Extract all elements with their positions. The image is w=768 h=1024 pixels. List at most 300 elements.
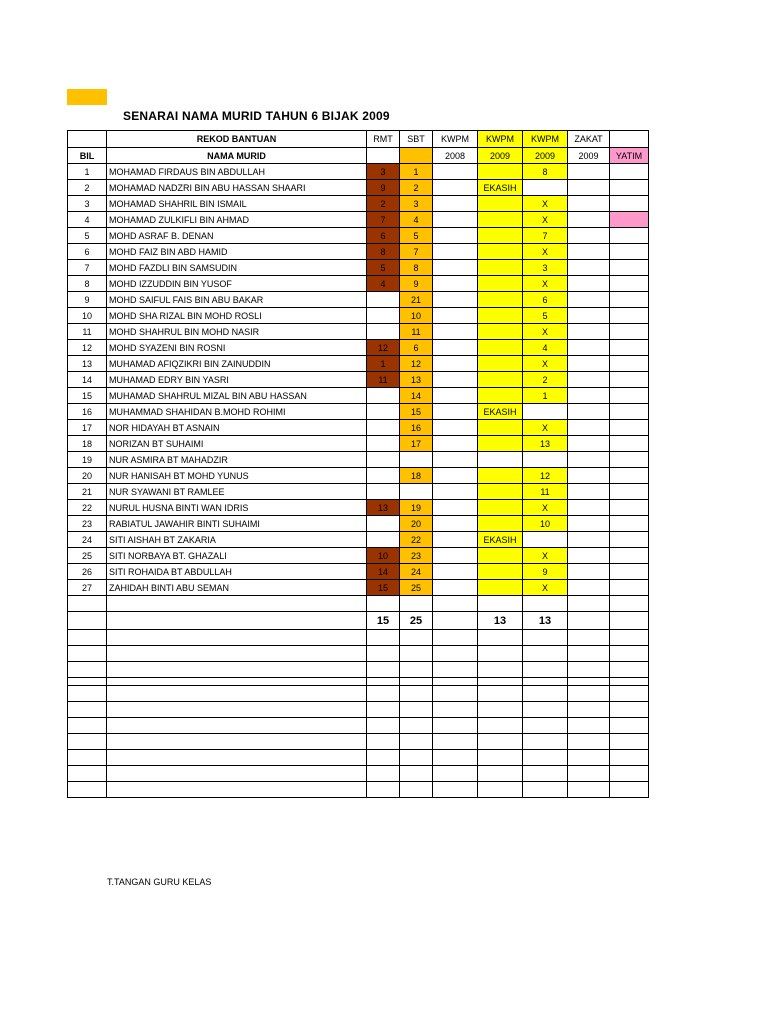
kwpm-2008-cell (433, 516, 478, 532)
kwpm-2009a-cell (478, 580, 523, 596)
blank-cell (107, 702, 367, 718)
kwpm-2009b-cell: X (523, 324, 568, 340)
header-nama-murid: NAMA MURID (107, 148, 367, 164)
rmt-cell: 13 (367, 500, 400, 516)
rmt-cell (367, 308, 400, 324)
zakat-cell (568, 308, 610, 324)
blank-cell (107, 630, 367, 646)
kwpm-2008-cell (433, 484, 478, 500)
kwpm-2009a-cell (478, 260, 523, 276)
header-row-2 (68, 148, 649, 164)
header-sbt-fill (400, 148, 433, 164)
nama-cell: SITI AISHAH BT ZAKARIA (107, 532, 367, 548)
kwpm-2009a-cell (478, 164, 523, 180)
blank-cell (367, 596, 400, 612)
kwpm-2009b-cell: X (523, 244, 568, 260)
blank-cell (478, 782, 523, 798)
kwpm-2009a-cell (478, 324, 523, 340)
sbt-cell: 19 (400, 500, 433, 516)
bil-cell: 27 (68, 580, 107, 596)
blank-cell (107, 718, 367, 734)
yatim-cell (610, 276, 649, 292)
sbt-cell: 5 (400, 228, 433, 244)
rmt-cell: 6 (367, 228, 400, 244)
kwpm-2009a-cell (478, 292, 523, 308)
kwpm-2008-cell (433, 580, 478, 596)
sbt-cell: 2 (400, 180, 433, 196)
bil-cell: 24 (68, 532, 107, 548)
kwpm-2009a-cell (478, 196, 523, 212)
blank-cell (400, 734, 433, 750)
blank-cell (433, 596, 478, 612)
kwpm-2009a-cell (478, 276, 523, 292)
total-rmt: 15 (367, 612, 400, 630)
kwpm-2009b-cell: 10 (523, 516, 568, 532)
header-kwpm-2009b: KWPM (523, 131, 568, 148)
bil-cell: 18 (68, 436, 107, 452)
table-row (68, 340, 649, 356)
yatim-cell (610, 580, 649, 596)
nama-cell: NOR HIDAYAH BT ASNAIN (107, 420, 367, 436)
sbt-cell: 18 (400, 468, 433, 484)
kwpm-2009a-cell (478, 452, 523, 468)
sbt-cell: 9 (400, 276, 433, 292)
blank-cell (68, 678, 107, 686)
zakat-cell (568, 244, 610, 260)
nama-cell: NORIZAN BT SUHAIMI (107, 436, 367, 452)
blank-cell (433, 734, 478, 750)
blank-cell (433, 702, 478, 718)
zakat-cell (568, 580, 610, 596)
zakat-cell (568, 548, 610, 564)
sbt-cell: 22 (400, 532, 433, 548)
blank-cell (523, 646, 568, 662)
blank-cell (367, 630, 400, 646)
blank-cell (610, 612, 649, 630)
yatim-cell (610, 164, 649, 180)
kwpm-2009b-cell: 13 (523, 436, 568, 452)
bil-cell: 15 (68, 388, 107, 404)
sbt-cell: 16 (400, 420, 433, 436)
rmt-cell (367, 324, 400, 340)
blank-cell (367, 686, 400, 702)
kwpm-2008-cell (433, 212, 478, 228)
kwpm-2009a-cell (478, 500, 523, 516)
table-row (68, 196, 649, 212)
blank-cell (568, 678, 610, 686)
blank-cell (367, 718, 400, 734)
yatim-cell (610, 324, 649, 340)
yatim-cell (610, 564, 649, 580)
yatim-cell (610, 436, 649, 452)
rmt-cell: 8 (367, 244, 400, 260)
zakat-cell (568, 452, 610, 468)
table-row (68, 436, 649, 452)
bil-cell: 10 (68, 308, 107, 324)
table-row (68, 308, 649, 324)
blank-row (68, 596, 649, 612)
blank-cell (68, 702, 107, 718)
sbt-cell: 12 (400, 356, 433, 372)
blank-cell (107, 662, 367, 678)
blank-cell (107, 678, 367, 686)
blank-cell (367, 678, 400, 686)
kwpm-2009b-cell: X (523, 580, 568, 596)
zakat-cell (568, 196, 610, 212)
kwpm-2008-cell (433, 228, 478, 244)
kwpm-2009a-cell: EKASIH (478, 180, 523, 196)
kwpm-2009a-cell (478, 436, 523, 452)
rmt-cell: 12 (367, 340, 400, 356)
blank-cell (68, 766, 107, 782)
blank-cell (610, 734, 649, 750)
yatim-cell (610, 420, 649, 436)
blank-cell (478, 702, 523, 718)
header-zakat: ZAKAT (568, 131, 610, 148)
nama-cell: NURUL HUSNA BINTI WAN IDRIS (107, 500, 367, 516)
nama-cell: MOHAMAD SHAHRIL BIN ISMAIL (107, 196, 367, 212)
kwpm-2009a-cell (478, 228, 523, 244)
zakat-cell (568, 260, 610, 276)
blank-cell (478, 630, 523, 646)
kwpm-2009b-cell: 3 (523, 260, 568, 276)
blank-row (68, 686, 649, 702)
blank-cell (68, 782, 107, 798)
blank-cell (568, 612, 610, 630)
bil-cell: 14 (68, 372, 107, 388)
zakat-cell (568, 436, 610, 452)
highlight-marker (67, 89, 107, 105)
blank-cell (610, 750, 649, 766)
header-rmt: RMT (367, 131, 400, 148)
kwpm-2008-cell (433, 276, 478, 292)
blank-cell (433, 662, 478, 678)
table-row (68, 564, 649, 580)
blank-cell (568, 646, 610, 662)
blank-row (68, 750, 649, 766)
nama-cell: NUR HANISAH BT MOHD YUNUS (107, 468, 367, 484)
kwpm-2009b-cell: 8 (523, 164, 568, 180)
header-kwpm-2009a: KWPM (478, 131, 523, 148)
blank-cell (68, 718, 107, 734)
bil-cell: 7 (68, 260, 107, 276)
table-row (68, 260, 649, 276)
table-row (68, 164, 649, 180)
table-row (68, 468, 649, 484)
kwpm-2008-cell (433, 292, 478, 308)
kwpm-2009a-cell (478, 372, 523, 388)
kwpm-2009b-cell: 2 (523, 372, 568, 388)
kwpm-2008-cell (433, 500, 478, 516)
blank-cell (367, 662, 400, 678)
nama-cell: MOHD SHA RIZAL BIN MOHD ROSLI (107, 308, 367, 324)
blank-row (68, 766, 649, 782)
blank-cell (107, 782, 367, 798)
sbt-cell: 20 (400, 516, 433, 532)
nama-cell: MOHAMAD FIRDAUS BIN ABDULLAH (107, 164, 367, 180)
table-row (68, 292, 649, 308)
kwpm-2009a-cell (478, 468, 523, 484)
blank-cell (610, 678, 649, 686)
bil-cell: 23 (68, 516, 107, 532)
kwpm-2009a-cell (478, 356, 523, 372)
kwpm-2009a-cell (478, 420, 523, 436)
blank-cell (400, 662, 433, 678)
bil-cell: 9 (68, 292, 107, 308)
sbt-cell: 17 (400, 436, 433, 452)
bil-cell: 5 (68, 228, 107, 244)
blank-row (68, 630, 649, 646)
header-blank-cell (367, 148, 400, 164)
blank-cell (610, 630, 649, 646)
bil-cell: 11 (68, 324, 107, 340)
kwpm-2009b-cell (523, 404, 568, 420)
zakat-cell (568, 276, 610, 292)
blank-cell (568, 734, 610, 750)
yatim-cell (610, 404, 649, 420)
bil-cell: 12 (68, 340, 107, 356)
kwpm-2009b-cell: X (523, 420, 568, 436)
sbt-cell: 13 (400, 372, 433, 388)
yatim-cell (610, 340, 649, 356)
bil-cell: 21 (68, 484, 107, 500)
blank-row (68, 702, 649, 718)
kwpm-2008-cell (433, 388, 478, 404)
rmt-cell: 5 (367, 260, 400, 276)
kwpm-2009a-cell: EKASIH (478, 404, 523, 420)
kwpm-2009a-cell (478, 212, 523, 228)
blank-cell (523, 734, 568, 750)
zakat-cell (568, 356, 610, 372)
bil-cell: 17 (68, 420, 107, 436)
sbt-cell: 14 (400, 388, 433, 404)
table-row (68, 548, 649, 564)
blank-cell (568, 750, 610, 766)
rmt-cell: 3 (367, 164, 400, 180)
blank-cell (523, 718, 568, 734)
kwpm-2009b-cell: 4 (523, 340, 568, 356)
nama-cell: MOHD FAZDLI BIN SAMSUDIN (107, 260, 367, 276)
nama-cell: MUHAMAD SHAHRUL MIZAL BIN ABU HASSAN (107, 388, 367, 404)
blank-cell (400, 596, 433, 612)
blank-cell (107, 766, 367, 782)
kwpm-2009b-cell: X (523, 276, 568, 292)
table-row (68, 532, 649, 548)
rmt-cell (367, 484, 400, 500)
bil-cell: 8 (68, 276, 107, 292)
blank-cell (68, 734, 107, 750)
blank-cell (107, 686, 367, 702)
blank-cell (523, 630, 568, 646)
rmt-cell (367, 436, 400, 452)
blank-cell (68, 686, 107, 702)
kwpm-2009b-cell: 1 (523, 388, 568, 404)
bil-cell: 19 (68, 452, 107, 468)
blank-cell (568, 702, 610, 718)
blank-cell (107, 734, 367, 750)
nama-cell: SITI ROHAIDA BT ABDULLAH (107, 564, 367, 580)
blank-cell (478, 766, 523, 782)
zakat-cell (568, 516, 610, 532)
zakat-cell (568, 340, 610, 356)
blank-cell (568, 718, 610, 734)
kwpm-2008-cell (433, 452, 478, 468)
kwpm-2008-cell (433, 244, 478, 260)
blank-cell (568, 766, 610, 782)
nama-cell: ZAHIDAH BINTI ABU SEMAN (107, 580, 367, 596)
sbt-cell: 10 (400, 308, 433, 324)
bil-cell: 1 (68, 164, 107, 180)
sbt-cell: 8 (400, 260, 433, 276)
kwpm-2009b-cell: 6 (523, 292, 568, 308)
kwpm-2009a-cell (478, 564, 523, 580)
blank-cell (367, 734, 400, 750)
nama-cell: MOHD SYAZENI BIN ROSNI (107, 340, 367, 356)
nama-cell: MOHD IZZUDDIN BIN YUSOF (107, 276, 367, 292)
kwpm-2009b-cell: 12 (523, 468, 568, 484)
yatim-cell (610, 532, 649, 548)
kwpm-2009a-cell (478, 388, 523, 404)
blank-row (68, 734, 649, 750)
nama-cell: RABIATUL JAWAHIR BINTI SUHAIMI (107, 516, 367, 532)
nama-cell: MOHAMAD ZULKIFLI BIN AHMAD (107, 212, 367, 228)
zakat-cell (568, 532, 610, 548)
blank-row (68, 782, 649, 798)
table-row (68, 356, 649, 372)
kwpm-2008-cell (433, 404, 478, 420)
zakat-cell (568, 468, 610, 484)
kwpm-2008-cell (433, 164, 478, 180)
header-sbt: SBT (400, 131, 433, 148)
rmt-cell (367, 388, 400, 404)
rmt-cell: 7 (367, 212, 400, 228)
blank-cell (568, 686, 610, 702)
nama-cell: NUR SYAWANI BT RAMLEE (107, 484, 367, 500)
kwpm-2008-cell (433, 356, 478, 372)
yatim-cell (610, 228, 649, 244)
sbt-cell: 25 (400, 580, 433, 596)
table-row (68, 484, 649, 500)
blank-cell (400, 678, 433, 686)
blank-cell (568, 782, 610, 798)
header-kwpm-2008: KWPM (433, 131, 478, 148)
blank-cell (107, 750, 367, 766)
rmt-cell (367, 452, 400, 468)
zakat-cell (568, 372, 610, 388)
nama-cell: MOHAMAD NADZRI BIN ABU HASSAN SHAARI (107, 180, 367, 196)
zakat-cell (568, 180, 610, 196)
blank-row (68, 678, 649, 686)
blank-cell (433, 686, 478, 702)
zakat-cell (568, 292, 610, 308)
blank-cell (478, 646, 523, 662)
blank-cell (107, 596, 367, 612)
zakat-cell (568, 404, 610, 420)
blank-cell (433, 612, 478, 630)
blank-cell (68, 596, 107, 612)
header-zakat-year: 2009 (568, 148, 610, 164)
blank-cell (107, 612, 367, 630)
sbt-cell: 4 (400, 212, 433, 228)
blank-cell (610, 662, 649, 678)
table-row (68, 420, 649, 436)
sbt-cell: 15 (400, 404, 433, 420)
kwpm-2009a-cell (478, 484, 523, 500)
kwpm-2008-cell (433, 420, 478, 436)
blank-cell (523, 782, 568, 798)
kwpm-2009b-cell: 11 (523, 484, 568, 500)
blank-cell (523, 766, 568, 782)
blank-cell (68, 662, 107, 678)
totals-row (68, 612, 649, 630)
kwpm-2009b-cell (523, 180, 568, 196)
blank-cell (478, 718, 523, 734)
sbt-cell: 11 (400, 324, 433, 340)
sbt-cell: 21 (400, 292, 433, 308)
kwpm-2009b-cell (523, 452, 568, 468)
blank-cell (400, 702, 433, 718)
table-row (68, 324, 649, 340)
blank-cell (610, 596, 649, 612)
header-rekod-bantuan: REKOD BANTUAN (107, 131, 367, 148)
sbt-cell (400, 484, 433, 500)
nama-cell: MUHAMMAD SHAHIDAN B.MOHD ROHIMI (107, 404, 367, 420)
blank-cell (610, 646, 649, 662)
blank-cell (523, 678, 568, 686)
blank-cell (610, 718, 649, 734)
yatim-cell (610, 516, 649, 532)
header-year-2009b: 2009 (523, 148, 568, 164)
bil-cell: 20 (68, 468, 107, 484)
kwpm-2009a-cell (478, 516, 523, 532)
table-row (68, 228, 649, 244)
header-yatim: YATIM (610, 148, 649, 164)
blank-cell (367, 646, 400, 662)
nama-cell: MOHD SAIFUL FAIS BIN ABU BAKAR (107, 292, 367, 308)
sbt-cell (400, 452, 433, 468)
rmt-cell (367, 292, 400, 308)
blank-cell (400, 766, 433, 782)
blank-cell (478, 662, 523, 678)
blank-cell (68, 750, 107, 766)
kwpm-2009a-cell: EKASIH (478, 532, 523, 548)
nama-cell: MOHD SHAHRUL BIN MOHD NASIR (107, 324, 367, 340)
kwpm-2009b-cell: X (523, 212, 568, 228)
table-row (68, 516, 649, 532)
kwpm-2009a-cell (478, 308, 523, 324)
kwpm-2008-cell (433, 436, 478, 452)
blank-cell (433, 750, 478, 766)
table-row (68, 404, 649, 420)
blank-cell (610, 766, 649, 782)
rmt-cell (367, 420, 400, 436)
table-row (68, 180, 649, 196)
kwpm-2008-cell (433, 180, 478, 196)
blank-cell (523, 686, 568, 702)
yatim-cell (610, 180, 649, 196)
sbt-cell: 23 (400, 548, 433, 564)
total-kwpm-2009b: 13 (523, 612, 568, 630)
rmt-cell: 2 (367, 196, 400, 212)
zakat-cell (568, 164, 610, 180)
table-row (68, 244, 649, 260)
blank-cell (610, 782, 649, 798)
table-row (68, 452, 649, 468)
nama-cell: SITI NORBAYA BT. GHAZALI (107, 548, 367, 564)
bil-cell: 26 (68, 564, 107, 580)
kwpm-2009b-cell: 9 (523, 564, 568, 580)
blank-cell (400, 782, 433, 798)
